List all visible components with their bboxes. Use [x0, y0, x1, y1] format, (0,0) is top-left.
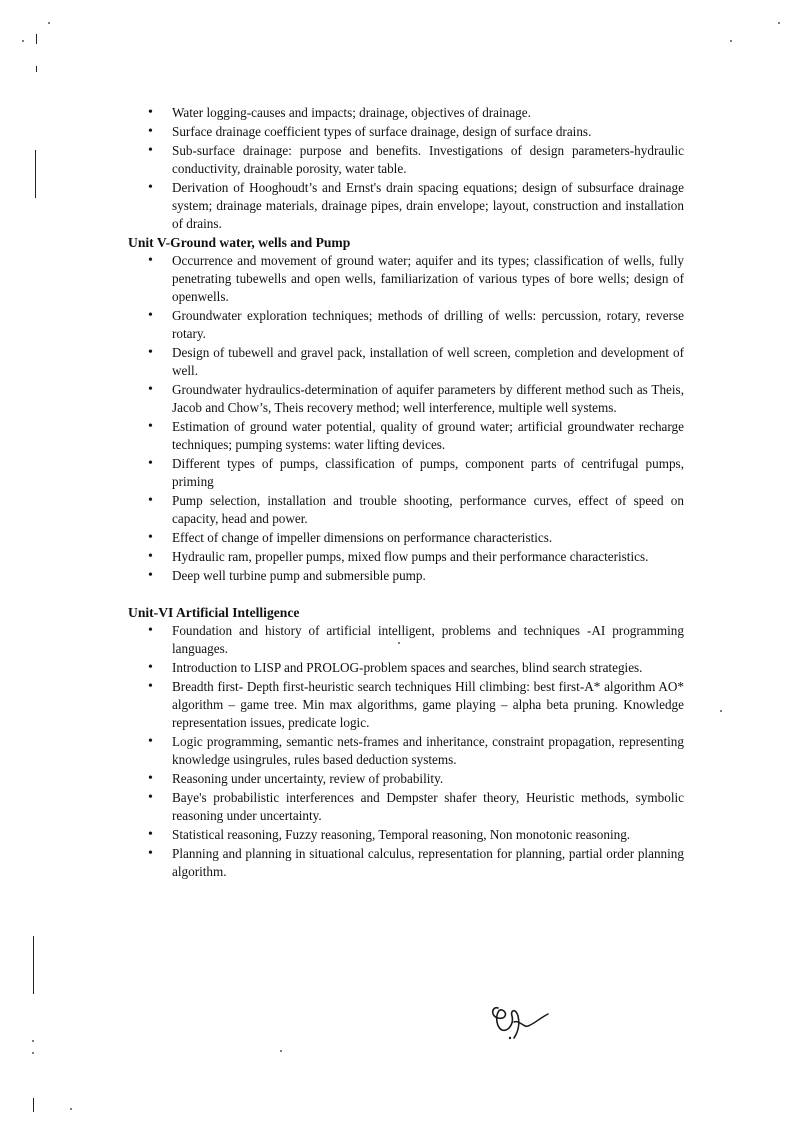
- list-item: • Deep well turbine pump and submersible pump.: [128, 567, 684, 585]
- unit-5-heading: Unit V-Ground water, wells and Pump: [128, 235, 351, 250]
- list-item: • Different types of pumps, classification of pumps, component parts of centrifugal pumps, priming: [128, 455, 684, 491]
- list-item: • Effect of change of impeller dimensions on performance characteristics.: [128, 529, 684, 547]
- list-item: • Baye's probabilistic interferences and Dempster shafer theory, Heuristic methods, symbolic reasoning under uncertainty.: [128, 789, 684, 825]
- scan-speck: [730, 40, 732, 42]
- scan-speck: [32, 1052, 34, 1054]
- scan-mark: [33, 1098, 34, 1112]
- scan-speck: [48, 22, 50, 24]
- scan-mark: [36, 34, 37, 44]
- unit-6-heading: Unit-VI Artificial Intelligence: [128, 605, 300, 620]
- list-item: • Introduction to LISP and PROLOG-problem spaces and searches, blind search strategies.: [128, 659, 684, 677]
- unit-5-bullet-list: [128, 252, 684, 585]
- scan-margin-line: [33, 936, 34, 994]
- list-item: • Groundwater exploration techniques; methods of drilling of wells: percussion, rotary, reverse rotary.: [128, 307, 684, 343]
- syllabus-content: [128, 104, 684, 882]
- unit-6-bullet-list: [128, 622, 684, 881]
- list-item: • Groundwater hydraulics-determination of aquifer parameters by different method such as Theis, Jacob and Chow’s, Theis recovery method; well interference, multiple well systems.: [128, 381, 684, 417]
- scan-speck: [280, 1050, 282, 1052]
- scan-speck: [720, 710, 722, 712]
- list-item: • Pump selection, installation and trouble shooting, performance curves, effect of speed on capacity, head and power.: [128, 492, 684, 528]
- list-item: • Planning and planning in situational calculus, representation for planning, partial order planning algorithm.: [128, 845, 684, 881]
- list-item: • Statistical reasoning, Fuzzy reasoning, Temporal reasoning, Non monotonic reasoning.: [128, 826, 684, 844]
- list-item: • Estimation of ground water potential, quality of ground water; artificial groundwater recharge techniques; pumping systems: water lifting devices.: [128, 418, 684, 454]
- scan-margin-line: [35, 150, 36, 198]
- scan-speck: [22, 40, 24, 42]
- list-item: • Hydraulic ram, propeller pumps, mixed flow pumps and their performance characteristics.: [128, 548, 684, 566]
- intro-bullet-list: [128, 104, 684, 233]
- scan-mark: [36, 66, 37, 72]
- list-item: • Foundation and history of artificial intelligent, problems and techniques -AI programming languages.: [128, 622, 684, 658]
- list-item: • Logic programming, semantic nets-frames and inheritance, constraint propagation, representing knowledge usingrules, rules based deduction systems.: [128, 733, 684, 769]
- list-item: • Breadth first- Depth first-heuristic search techniques Hill climbing: best first-A* algorithm AO* algorithm – game tree. Min max algorithms, game playing – alpha beta pruning. Knowledge representation issues, predicate logic.: [128, 678, 684, 732]
- list-item: • Occurrence and movement of ground water; aquifer and its types; classification of wells, fully penetrating tubewells and open wells, familiarization of various types of bore wells; design of openwells.: [128, 252, 684, 306]
- handwritten-signature: [484, 998, 554, 1044]
- list-item: • Surface drainage coefficient types of surface drainage, design of surface drains.: [128, 123, 684, 141]
- list-item: • Design of tubewell and gravel pack, installation of well screen, completion and development of well.: [128, 344, 684, 380]
- scan-speck: [778, 22, 780, 24]
- scan-speck: [70, 1108, 72, 1110]
- list-item: • Reasoning under uncertainty, review of probability.: [128, 770, 684, 788]
- list-item: • Sub-surface drainage: purpose and benefits. Investigations of design parameters-hydraulic conductivity, drainable porosity, water table.: [128, 142, 684, 178]
- unit-5-section: [128, 234, 684, 585]
- list-item: • Water logging-causes and impacts; drainage, objectives of drainage.: [128, 104, 684, 122]
- list-item: • Derivation of Hooghoudt’s and Ernst's drain spacing equations; design of subsurface drainage system; drainage materials, drainage pipes, drain envelope; layout, construction and installation of drains.: [128, 179, 684, 233]
- unit-6-section: [128, 604, 684, 881]
- scan-speck: [32, 1040, 34, 1042]
